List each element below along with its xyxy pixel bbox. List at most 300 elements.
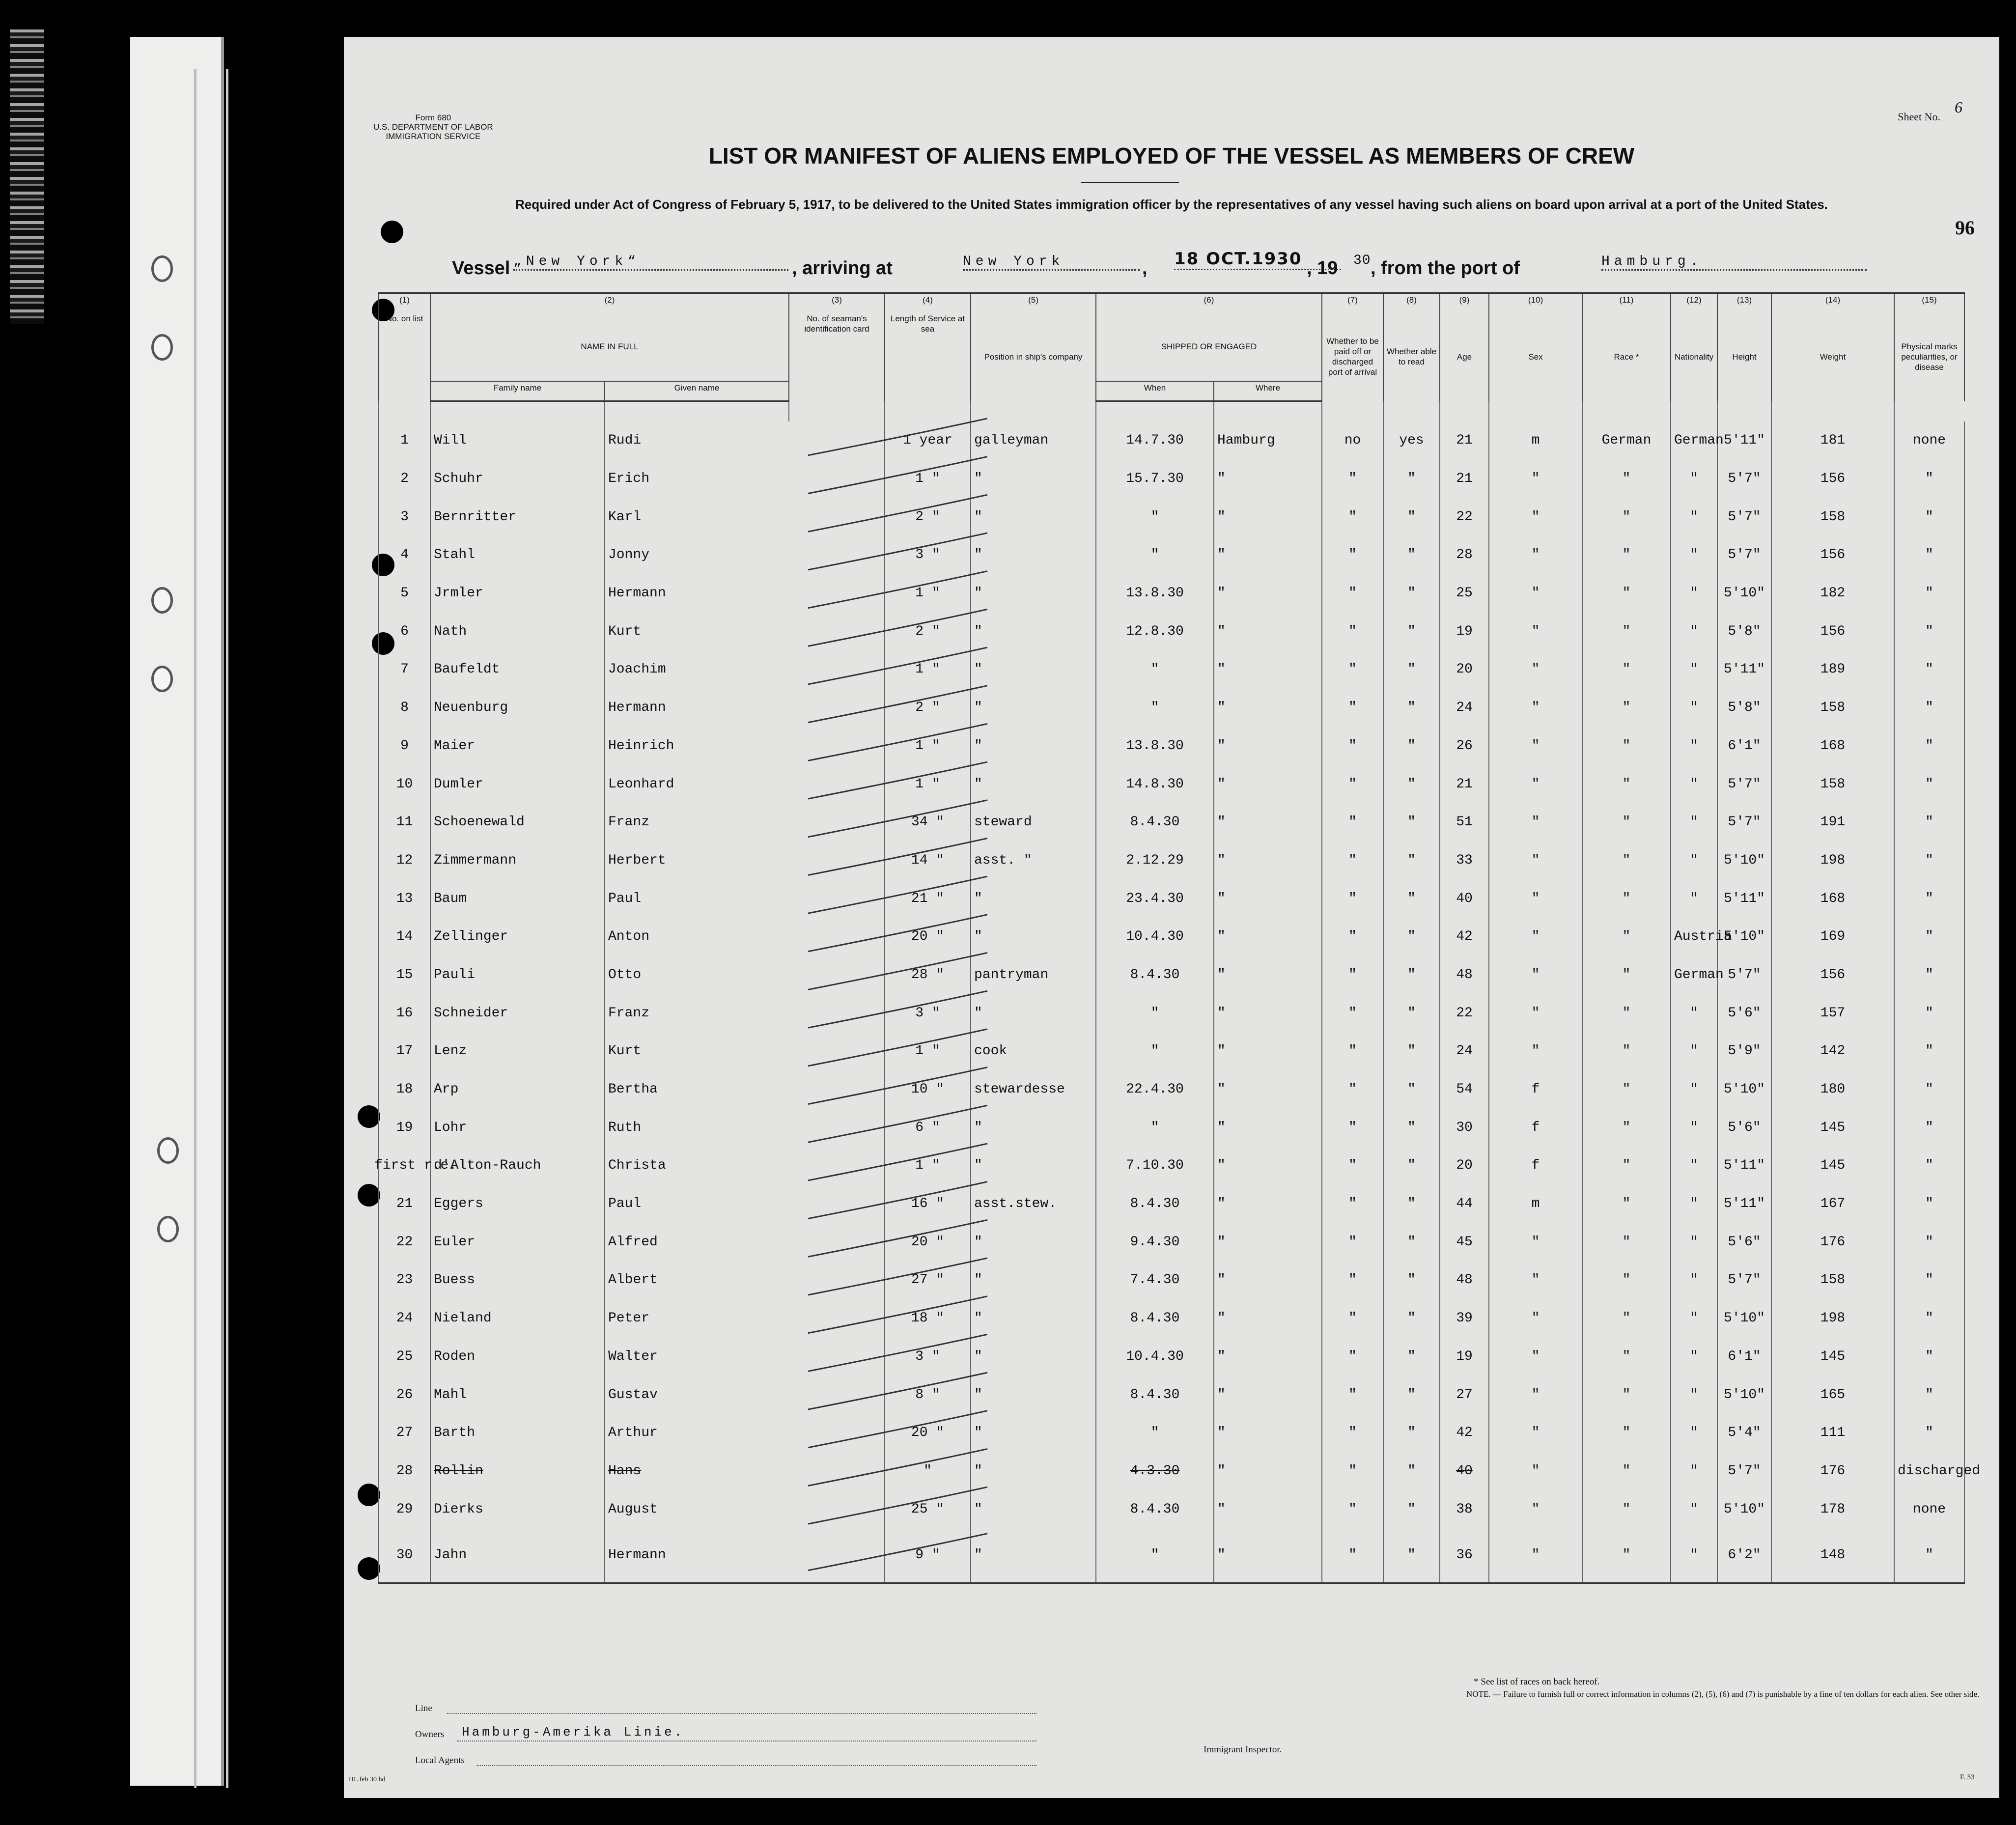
shipped-where: " [1217, 1158, 1226, 1174]
position: " [974, 471, 982, 487]
age: 22 [1456, 1005, 1473, 1021]
sex-cell [1489, 498, 1582, 536]
shipped-where-cell [1214, 498, 1322, 536]
row-number-cell [379, 460, 430, 498]
paid-off-cell [1322, 1528, 1383, 1583]
sex: f [1531, 1082, 1540, 1097]
height: 5'11" [1723, 433, 1765, 449]
height-cell [1717, 1376, 1771, 1414]
nationality: " [1690, 1425, 1698, 1441]
header-where: Where [1214, 381, 1322, 401]
age: 27 [1456, 1387, 1473, 1403]
position-cell [971, 1452, 1096, 1490]
shipped-where: " [1217, 1043, 1226, 1059]
shipped-when-cell [1096, 689, 1214, 727]
race: " [1622, 1387, 1631, 1403]
age-cell [1440, 879, 1489, 918]
shipped-when: 14.7.30 [1126, 433, 1184, 449]
given-name: Albert [608, 1272, 658, 1288]
length-service: 20 " [911, 1234, 945, 1250]
age-cell [1440, 1376, 1489, 1414]
table-row [379, 918, 1964, 956]
nationality: " [1690, 1082, 1698, 1097]
length-service: 1 year [903, 433, 952, 449]
given-name: Jonny [608, 547, 650, 563]
position: " [974, 700, 982, 716]
nationality-cell [1671, 1299, 1717, 1338]
form-code: F. 53 [1960, 1773, 1975, 1781]
table-row [379, 1261, 1964, 1299]
nationality-cell [1671, 1261, 1717, 1299]
shipped-where-cell [1214, 1338, 1322, 1376]
owners-value: Hamburg-Amerika Linie. [462, 1725, 685, 1740]
position: asst.stew. [974, 1196, 1057, 1212]
length-service: 8 " [915, 1387, 940, 1403]
nationality: " [1690, 547, 1698, 563]
vessel-label: Vessel [452, 258, 510, 279]
age: 21 [1456, 776, 1473, 792]
shipped-where: Hamburg [1217, 433, 1275, 449]
paid-off: " [1348, 929, 1357, 945]
nationality: " [1690, 776, 1698, 792]
weight-cell [1771, 1108, 1894, 1147]
paid-off-cell [1322, 765, 1383, 803]
family-name-cell [430, 536, 605, 574]
given-name-cell [605, 1376, 885, 1414]
race-cell [1582, 994, 1671, 1032]
able-read-cell [1383, 1223, 1440, 1261]
punch-hole [381, 221, 403, 243]
given-name-cell [605, 460, 885, 498]
race-cell [1582, 918, 1671, 956]
physical-marks-cell [1894, 650, 1964, 689]
table-row [379, 421, 1964, 460]
race: " [1622, 1005, 1631, 1021]
able-read-cell [1383, 956, 1440, 994]
shipped-when: " [1150, 700, 1159, 716]
paid-off: " [1348, 1043, 1357, 1059]
sex-cell [1489, 1261, 1582, 1299]
sex-cell [1489, 842, 1582, 880]
sex-cell [1489, 994, 1582, 1032]
race-cell [1582, 1223, 1671, 1261]
able-read-cell [1383, 842, 1440, 880]
comma: , [1142, 258, 1148, 279]
paid-off-cell [1322, 460, 1383, 498]
shipped-where: " [1217, 852, 1226, 868]
nationality-cell [1671, 574, 1717, 613]
age: 19 [1456, 1348, 1473, 1364]
race: " [1622, 1311, 1631, 1326]
table-row [379, 727, 1964, 765]
race-cell [1582, 727, 1671, 765]
race-cell [1582, 1414, 1671, 1452]
header-age: Age [1440, 312, 1489, 401]
shipped-when-cell [1096, 1490, 1214, 1528]
physical-marks-cell [1894, 1147, 1964, 1185]
col-number: (10) [1489, 293, 1582, 313]
family-name: Schneider [434, 1005, 508, 1021]
shipped-when: " [1150, 1043, 1159, 1059]
row-number-cell [379, 612, 430, 650]
binder-ring [151, 666, 173, 692]
able-read-cell [1383, 1299, 1440, 1338]
length-service-cell [885, 803, 971, 842]
height-cell [1717, 803, 1771, 842]
height-cell [1717, 918, 1771, 956]
height-cell [1717, 498, 1771, 536]
race: " [1622, 814, 1631, 830]
age-cell [1440, 1070, 1489, 1109]
length-service-cell [885, 574, 971, 613]
page-code: 96 [1955, 217, 1975, 239]
table-row [379, 574, 1964, 613]
paid-off-cell [1322, 498, 1383, 536]
row-number-cell [379, 994, 430, 1032]
able-read-cell [1383, 498, 1440, 536]
given-name-cell [605, 421, 885, 460]
height: 5'6" [1728, 1005, 1761, 1021]
nationality: " [1690, 738, 1698, 754]
able-read: " [1407, 1158, 1416, 1174]
row-number: 2 [400, 471, 409, 487]
height: 5'7" [1728, 509, 1761, 525]
header-race: Race * [1582, 312, 1671, 401]
weight-cell [1771, 650, 1894, 689]
age-cell [1440, 1414, 1489, 1452]
sex-cell [1489, 956, 1582, 994]
position-cell [971, 1490, 1096, 1528]
position: " [974, 1234, 982, 1250]
family-name-cell [430, 956, 605, 994]
family-name-cell [430, 765, 605, 803]
length-service-cell [885, 1338, 971, 1376]
length-service-cell [885, 536, 971, 574]
age-cell [1440, 1185, 1489, 1223]
shipped-where: " [1217, 776, 1226, 792]
col-number: (4) [885, 293, 971, 313]
able-read-cell [1383, 612, 1440, 650]
position: " [974, 1311, 982, 1326]
family-name: Lenz [434, 1043, 467, 1059]
height: 5'11" [1723, 891, 1765, 906]
sex: " [1531, 1005, 1540, 1021]
nationality-cell [1671, 498, 1717, 536]
position: " [974, 1158, 982, 1174]
able-read-cell [1383, 879, 1440, 918]
given-name: Gustav [608, 1387, 658, 1403]
position-cell [971, 1376, 1096, 1414]
row-number: 22 [396, 1234, 413, 1250]
race-cell [1582, 650, 1671, 689]
family-name: Nieland [434, 1311, 492, 1326]
header-shipped: SHIPPED OR ENGAGED [1096, 312, 1322, 381]
weight-cell [1771, 1452, 1894, 1490]
arriving-label: , arriving at [792, 258, 893, 279]
row-number: 29 [396, 1501, 413, 1517]
header-length-service: Length of Service at sea [885, 312, 971, 401]
length-service: 27 " [911, 1272, 945, 1288]
nationality-cell [1671, 1338, 1717, 1376]
length-service-cell [885, 650, 971, 689]
family-name-cell [430, 1376, 605, 1414]
length-service: 1 " [915, 662, 940, 677]
shipped-where: " [1217, 1547, 1226, 1563]
given-name: Erich [608, 471, 650, 487]
physical-marks: " [1925, 1043, 1933, 1059]
header-weight: Weight [1771, 312, 1894, 401]
weight: 169 [1820, 929, 1846, 945]
height: 5'10" [1723, 1501, 1765, 1517]
agents-field [476, 1765, 1036, 1766]
race: " [1622, 1463, 1631, 1479]
height-cell [1717, 1185, 1771, 1223]
position-cell [971, 842, 1096, 880]
shipped-when: " [1150, 662, 1159, 677]
physical-marks-cell [1894, 1452, 1981, 1490]
height: 5'11" [1723, 662, 1765, 677]
row-number-cell [379, 1032, 430, 1070]
given-name-cell [605, 727, 885, 765]
title-rule [1081, 182, 1179, 183]
height: 5'10" [1723, 929, 1765, 945]
shipped-where-cell [1214, 956, 1322, 994]
given-name: Kurt [608, 1043, 642, 1059]
sex: " [1531, 891, 1540, 906]
physical-marks-cell [1894, 1490, 1964, 1528]
weight: 182 [1820, 586, 1846, 601]
given-name: Otto [608, 967, 642, 983]
shipped-where-cell [1214, 1223, 1322, 1261]
table-row [379, 1338, 1964, 1376]
length-service: 2 " [915, 509, 940, 525]
family-name-cell [430, 727, 605, 765]
shipped-where: " [1217, 1387, 1226, 1403]
age: 48 [1456, 1272, 1473, 1288]
family-name-cell [430, 994, 605, 1032]
race: " [1622, 1501, 1631, 1517]
able-read: " [1407, 586, 1416, 601]
family-name: Pauli [434, 967, 476, 983]
row-number-cell [379, 765, 430, 803]
shipped-when: 7.4.30 [1130, 1272, 1180, 1288]
given-name-cell [605, 1299, 885, 1338]
able-read: " [1407, 1043, 1416, 1059]
binding-edge [0, 0, 118, 1825]
physical-marks-cell [1894, 803, 1964, 842]
sex-cell [1489, 879, 1582, 918]
physical-marks-cell [1894, 879, 1964, 918]
row-number: 27 [396, 1425, 413, 1441]
weight-cell [1771, 1223, 1894, 1261]
length-service-cell [885, 1185, 971, 1223]
physical-marks: none [1912, 1501, 1946, 1517]
physical-marks: " [1925, 1272, 1933, 1288]
row-number-cell [379, 498, 430, 536]
position: steward [974, 814, 1032, 830]
given-name-cell [605, 574, 885, 613]
sex-cell [1489, 1338, 1582, 1376]
nationality-cell [1671, 803, 1717, 842]
age: 42 [1456, 1425, 1473, 1441]
given-name: Leonhard [608, 776, 674, 792]
given-name: Christa [608, 1158, 666, 1174]
race-cell [1582, 879, 1671, 918]
nationality: " [1690, 586, 1698, 601]
age: 38 [1456, 1501, 1473, 1517]
family-name: Bernritter [434, 509, 517, 525]
row-number-cell [379, 1185, 430, 1223]
physical-marks-cell [1894, 612, 1964, 650]
age-cell [1440, 421, 1489, 460]
given-name: Walter [608, 1348, 658, 1364]
race: " [1622, 852, 1631, 868]
position-cell [971, 1147, 1096, 1185]
able-read: " [1407, 1348, 1416, 1364]
length-service: 20 " [911, 929, 945, 945]
age: 25 [1456, 586, 1473, 601]
table-row [379, 650, 1964, 689]
length-service-cell [885, 1414, 971, 1452]
row-number-cell [379, 689, 430, 727]
length-service: 3 " [915, 1005, 940, 1021]
form-header [373, 113, 493, 141]
race: " [1622, 967, 1631, 983]
given-name-cell [605, 918, 885, 956]
shipped-where-cell [1214, 1032, 1322, 1070]
weight: 198 [1820, 852, 1846, 868]
family-name-cell [430, 612, 605, 650]
length-service-cell [885, 1452, 971, 1490]
shipped-when: 15.7.30 [1126, 471, 1184, 487]
shipped-when: 8.4.30 [1130, 1196, 1180, 1212]
height: 5'7" [1728, 1463, 1761, 1479]
family-name: Roden [434, 1348, 476, 1364]
race: " [1622, 1082, 1631, 1097]
able-read-cell [1383, 765, 1440, 803]
family-name-cell [430, 1223, 605, 1261]
length-service: 9 " [915, 1547, 940, 1563]
paid-off-cell [1322, 1223, 1383, 1261]
shipped-when: 10.4.30 [1126, 1348, 1184, 1364]
paid-off-cell [1322, 956, 1383, 994]
length-service-cell [885, 1223, 971, 1261]
position-cell [971, 1261, 1096, 1299]
sex: " [1531, 662, 1540, 677]
position-cell [971, 421, 1096, 460]
able-read-cell [1383, 689, 1440, 727]
height: 5'4" [1728, 1425, 1761, 1441]
sex-cell [1489, 689, 1582, 727]
weight: 176 [1820, 1234, 1846, 1250]
row-number-cell [379, 1490, 430, 1528]
shipped-where-cell [1214, 1070, 1322, 1109]
shipped-where-cell [1214, 994, 1322, 1032]
row-number-cell [379, 536, 430, 574]
sex-cell [1489, 1147, 1582, 1185]
age: 44 [1456, 1196, 1473, 1212]
given-name-cell [605, 1070, 885, 1109]
nationality-cell [1671, 536, 1717, 574]
position-cell [971, 879, 1096, 918]
able-read: " [1407, 776, 1416, 792]
given-name-cell [605, 689, 885, 727]
position: " [974, 1120, 982, 1135]
header-able-read: Whether able to read [1383, 312, 1440, 401]
punch-hole [358, 1184, 380, 1207]
family-name: Barth [434, 1425, 476, 1441]
age: 51 [1456, 814, 1473, 830]
length-service: " [924, 1463, 932, 1479]
weight: 111 [1820, 1425, 1846, 1441]
shipped-when: " [1150, 1547, 1159, 1563]
height: 5'11" [1723, 1196, 1765, 1212]
family-name: Dumler [434, 776, 483, 792]
family-name-cell [430, 1108, 605, 1147]
sex: " [1531, 1501, 1540, 1517]
nationality: " [1690, 1311, 1698, 1326]
paid-off: " [1348, 1387, 1357, 1403]
length-service: 3 " [915, 1348, 940, 1364]
height-cell [1717, 1261, 1771, 1299]
physical-marks: " [1925, 547, 1933, 563]
age-cell [1440, 765, 1489, 803]
given-name: Rudi [608, 433, 642, 449]
paid-off-cell [1322, 1108, 1383, 1147]
able-read: " [1407, 967, 1416, 983]
race: " [1622, 471, 1631, 487]
height-cell [1717, 727, 1771, 765]
shipped-when-cell [1096, 1185, 1214, 1223]
table-row [379, 1032, 1964, 1070]
sex: " [1531, 1463, 1540, 1479]
age-cell [1440, 1108, 1489, 1147]
height-cell [1717, 1414, 1771, 1452]
shipped-where-cell [1214, 1452, 1322, 1490]
row-number: 16 [396, 1005, 413, 1021]
race: " [1622, 1120, 1631, 1135]
physical-marks-cell [1894, 1528, 1964, 1583]
height: 5'6" [1728, 1120, 1761, 1135]
able-read-cell [1383, 421, 1440, 460]
race: " [1622, 776, 1631, 792]
row-number-cell [379, 918, 430, 956]
family-name: Schuhr [434, 471, 483, 487]
weight-cell [1771, 1185, 1894, 1223]
given-name-cell [605, 1528, 885, 1583]
shipped-when-cell [1096, 1338, 1214, 1376]
position-cell [971, 574, 1096, 613]
physical-marks: " [1925, 623, 1933, 639]
shipped-when: 9.4.30 [1130, 1234, 1180, 1250]
position-cell [971, 612, 1096, 650]
paid-off-cell [1322, 1299, 1383, 1338]
height-cell [1717, 689, 1771, 727]
shipped-where: " [1217, 1272, 1226, 1288]
length-service-cell [885, 879, 971, 918]
race-cell [1582, 1338, 1671, 1376]
shipped-where: " [1217, 1196, 1226, 1212]
date-stamp: 18 OCT.1930 [1174, 249, 1341, 270]
age-cell [1440, 460, 1489, 498]
given-name: Hermann [608, 586, 666, 601]
shipped-where-cell [1214, 1299, 1322, 1338]
physical-marks-cell [1894, 1185, 1964, 1223]
family-name-cell [430, 1185, 605, 1223]
shipped-when-cell [1096, 765, 1214, 803]
shipped-where: " [1217, 471, 1226, 487]
weight: 145 [1820, 1120, 1846, 1135]
